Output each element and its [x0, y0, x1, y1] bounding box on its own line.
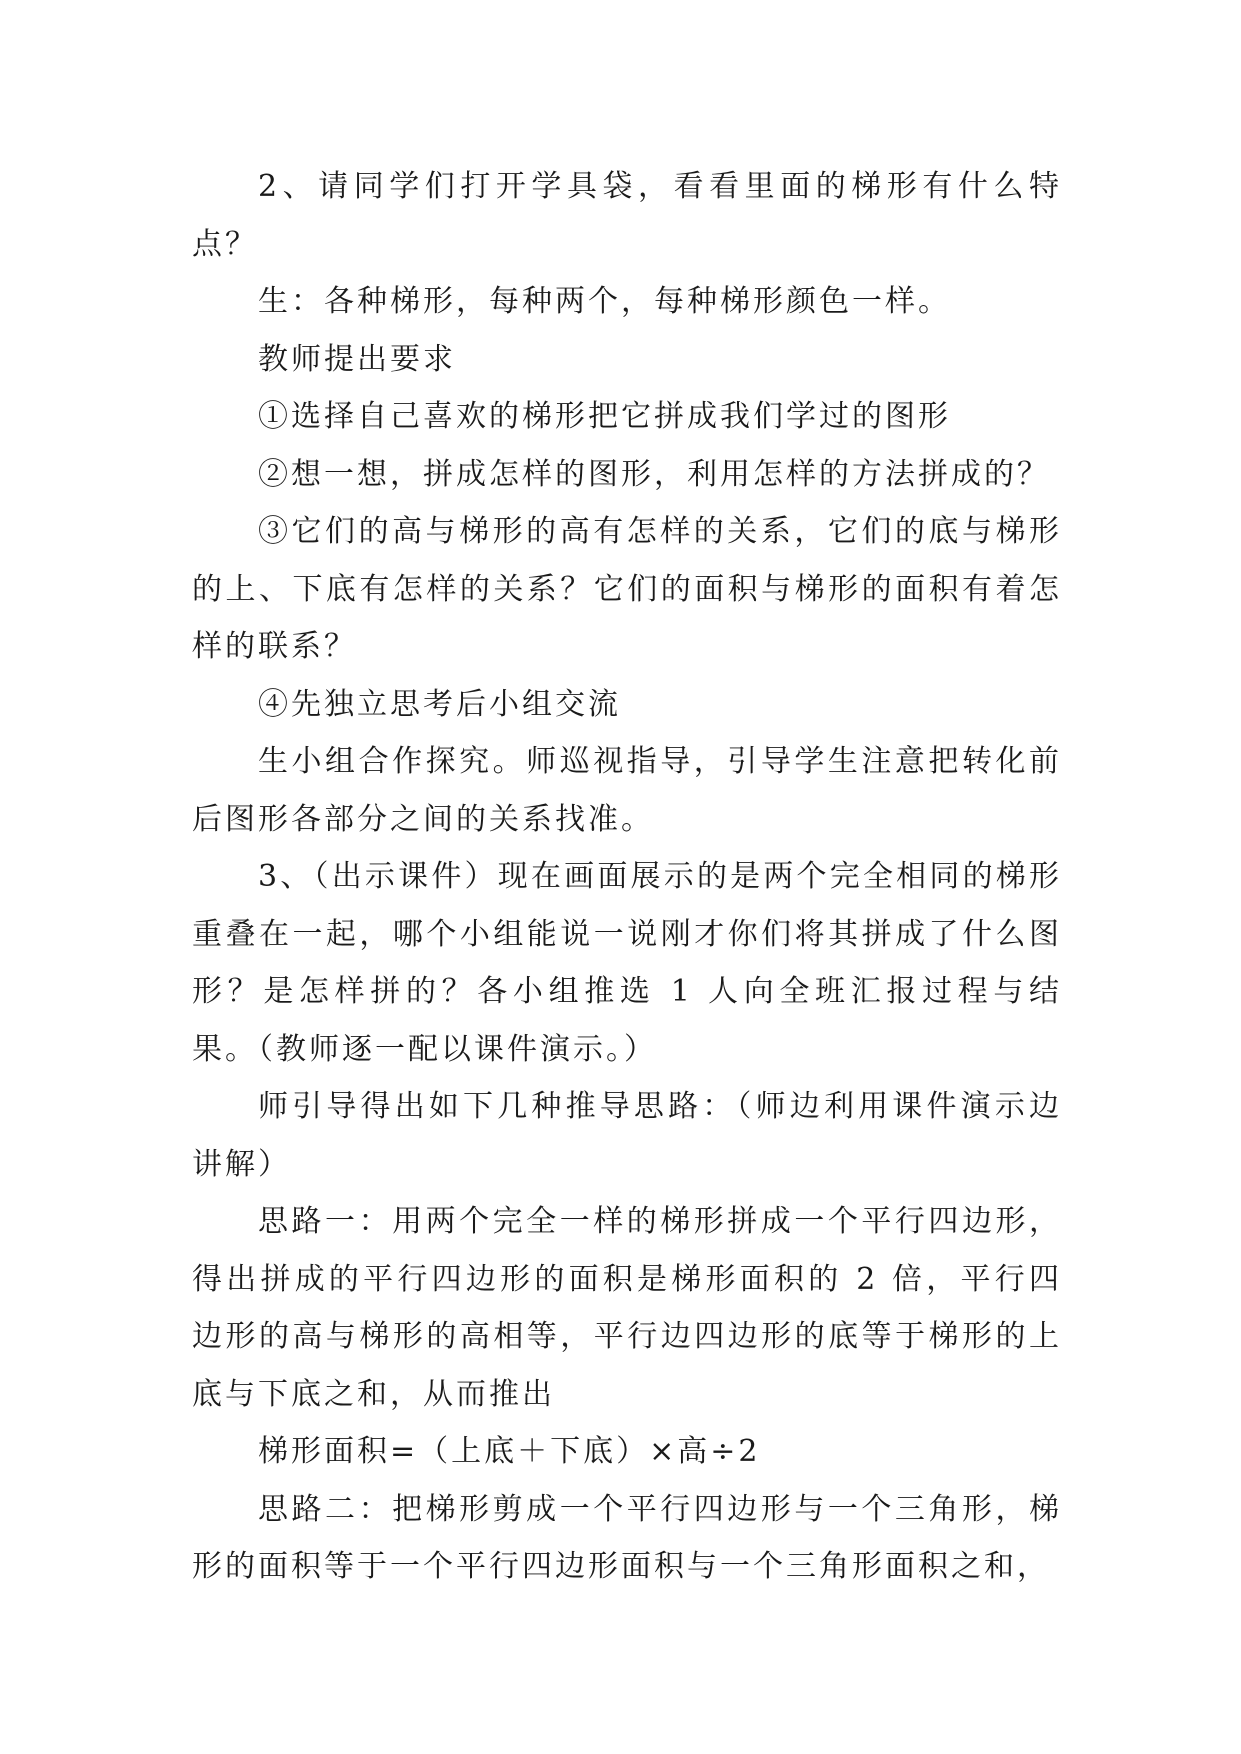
- paragraph-requirement-2: ②想一想，拼成怎样的图形，利用怎样的方法拼成的？: [258, 456, 1050, 492]
- paragraph-area-formula: 梯形面积=（上底＋下底）×高÷2: [258, 1434, 761, 1469]
- paragraph-approach-2: 思路二：把梯形剪成一个平行四边形与一个三角形，梯形的面积等于一个平行四边形面积与一个三角形面积之和，: [192, 1491, 1062, 1584]
- paragraph-step-2: 2、请同学们打开学具袋，看看里面的梯形有什么特点？: [192, 169, 1062, 262]
- paragraph-requirement-4: ④先独立思考后小组交流: [258, 686, 621, 722]
- paragraph-group-exploration: 生小组合作探究。师巡视指导，引导学生注意把转化前后图形各部分之间的关系找准。: [192, 744, 1062, 837]
- paragraph-requirement-3: ③它们的高与梯形的高有怎样的关系，它们的底与梯形的上、下底有怎样的关系？它们的面积与梯形的面积有着怎样的联系？: [192, 514, 1062, 664]
- paragraph-derivation-intro: 师引导得出如下几种推导思路：（师边利用课件演示边讲解）: [192, 1089, 1062, 1182]
- paragraph-student-answer: 生：各种梯形，每种两个，每种梯形颜色一样。: [258, 284, 951, 319]
- paragraph-requirement-1: ①选择自己喜欢的梯形把它拼成我们学过的图形: [258, 399, 951, 434]
- paragraph-approach-1: 思路一：用两个完全一样的梯形拼成一个平行四边形，得出拼成的平行四边形的面积是梯形面积的 2 倍，平行四边形的高与梯形的高相等，平行边四边形的底等于梯形的上底与下底之和，从而推出: [192, 1204, 1062, 1412]
- paragraph-teacher-requirements: 教师提出要求: [258, 341, 456, 377]
- paragraph-step-3: 3、（出示课件）现在画面展示的是两个完全相同的梯形重叠在一起，哪个小组能说一说刚才你们将其拼成了什么图形？是怎样拼的？各小组推选 1 人向全班汇报过程与结果。（教师逐一配以课件演示。）: [192, 859, 1062, 1067]
- document-body: [192, 158, 1062, 1596]
